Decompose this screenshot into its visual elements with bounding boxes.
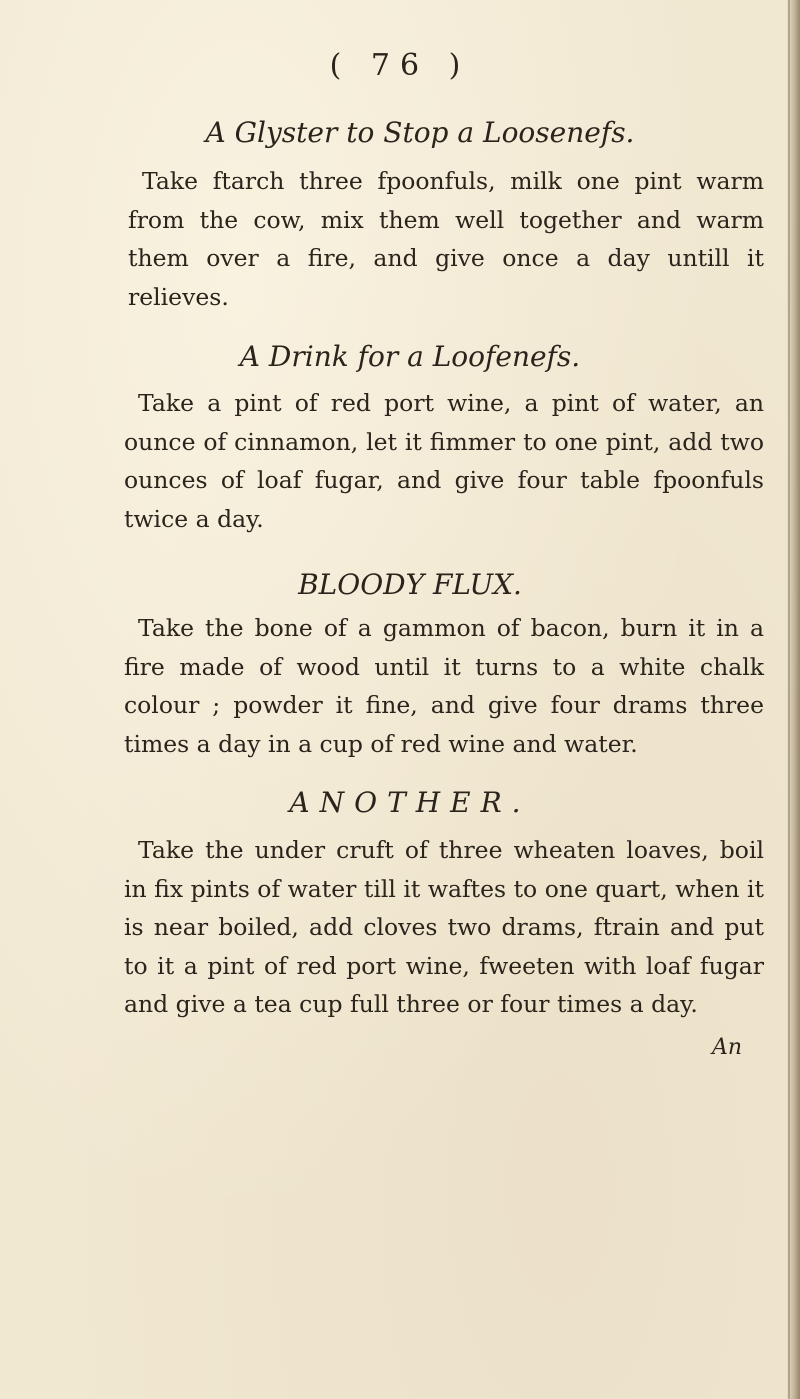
section-body-drink: Take a pint of red port wine, a pint of water, an ounce of cinnamon, let it fimmer to one pint, add two ounces of loaf fugar, and give four table fpoonfuls twice a day. (124, 389, 764, 533)
catchword: An (712, 1035, 743, 1060)
section-heading-bloody-flux: BLOODY FLUX. (298, 568, 522, 601)
section-body-glyster: Take ftarch three fpoonfuls, milk one pint warm from the cow, mix them well together and warm them over a fire, and give once a day untill it relieves. (128, 167, 764, 311)
section-heading-glyster: A Glyster to Stop a Loosenefs. (205, 116, 635, 149)
section-body-bloody-flux: Take the bone of a gammon of bacon, burn it in a fire made of wood until it turns to a white chalk colour ; powder it fine, and give four drams three times a day in a cup of red wine and water. (124, 614, 764, 758)
page-edge-line (788, 0, 790, 1399)
section-heading-another: ANOTHER. (289, 786, 531, 819)
section-heading-drink: A Drink for a Loofenefs. (239, 340, 581, 373)
page-number: ( 76 ) (329, 48, 471, 83)
section-body-another: Take the under cruft of three wheaten loaves, boil in fix pints of water till it waftes to one quart, when it is near boiled, add cloves two drams, ftrain and put to it a pint of red port wine, fweeten with loaf fugar and give a tea cup full three or four times a day. (124, 836, 764, 1018)
